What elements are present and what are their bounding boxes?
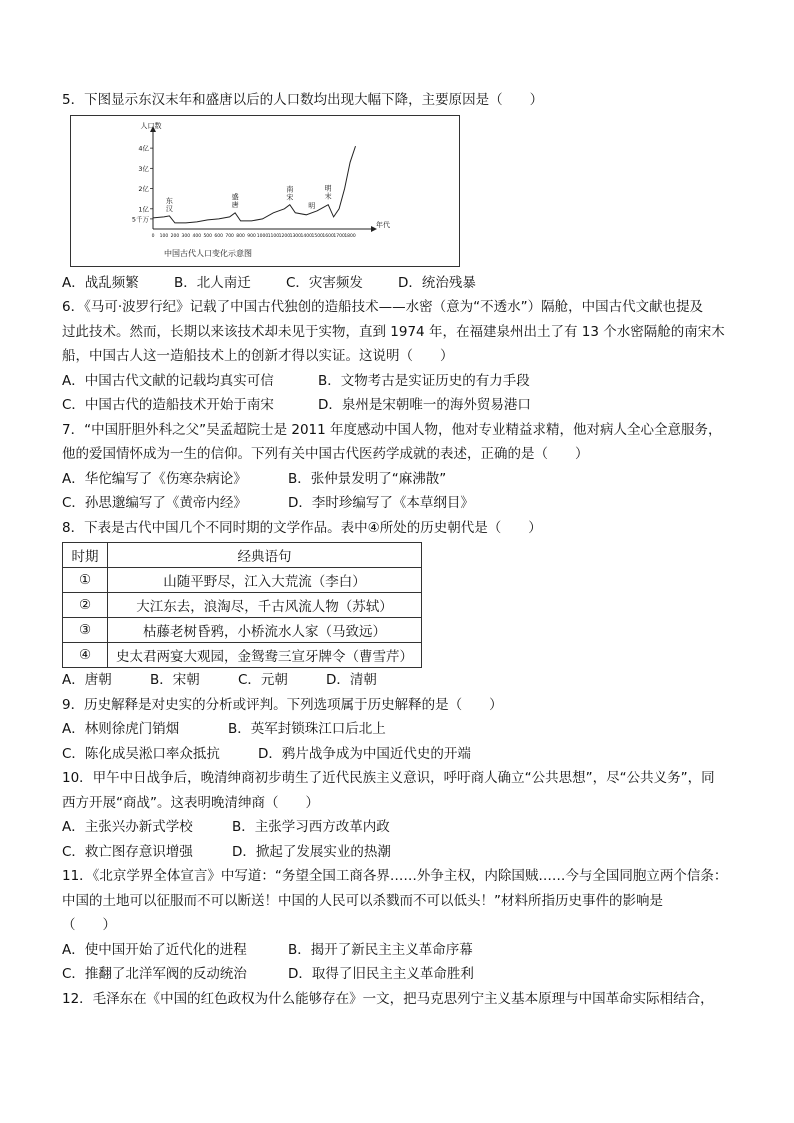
q6-option-b[interactable]: B．文物考古是实证历史的有力手段 — [318, 372, 530, 389]
q9-options-row-1 — [62, 717, 742, 742]
q7-option-b[interactable]: B．张仲景发明了“麻沸散” — [288, 470, 447, 487]
q8-options — [62, 668, 742, 693]
y-tick-label: 5千万 — [131, 214, 149, 223]
q9-option-c[interactable]: C．陈化成吴淞口率众抵抗 — [62, 745, 220, 762]
table-row — [63, 568, 422, 593]
table-header-quote: 经典语句 — [108, 543, 422, 568]
q11-line-2: 中国的土地可以征服而不可以断送！中国的人民可以杀戮而不可以低头！”材料所指历史事件的影响是 — [62, 892, 663, 909]
q11-option-c[interactable]: C．推翻了北洋军阀的反动统治 — [62, 966, 247, 982]
x-axis-label: 年代 — [376, 220, 390, 229]
q10-option-d[interactable]: D．掀起了发展实业的热潮 — [232, 843, 391, 860]
x-tick-label: 500 — [203, 233, 213, 239]
q5-option-b[interactable]: B．北人南迁 — [174, 274, 251, 291]
table-cell-quote: 山随平野尽，江入大荒流（李白） — [108, 568, 422, 593]
y-tick-label: 1亿 — [138, 204, 149, 213]
x-tick-label: 400 — [192, 233, 202, 239]
q6-options-row-1 — [62, 369, 742, 394]
table-row — [63, 618, 422, 643]
q11-line-1: 11．《北京学界全体宣言》中写道：“务望全国工商各界……外争主权，内除国贼……今与全国同胞立两个信条： — [62, 868, 728, 884]
x-tick-label: 100 — [159, 233, 169, 239]
y-tick-label: 4亿 — [138, 144, 149, 153]
x-tick-label: 600 — [214, 233, 223, 239]
table-cell-period: ② — [63, 593, 108, 618]
q5-option-a[interactable]: A．战乱频繁 — [62, 274, 139, 291]
q10-options-row-1 — [62, 815, 742, 840]
q5-options — [62, 271, 742, 296]
q7-line-2: 他的爱国情怀成为一生的信仰。下列有关中国古代医药学成就的表述，正确的是（ ） — [62, 446, 589, 462]
q11-option-b[interactable]: B．揭开了新民主主义革命序幕 — [288, 941, 473, 958]
chart-annotation: 盛唐 — [231, 192, 239, 209]
table-cell-period: ③ — [63, 618, 108, 643]
x-tick-label: 1500 — [311, 233, 323, 239]
q7-option-d[interactable]: D．李时珍编写了《本草纲目》 — [288, 495, 474, 511]
x-tick-label: 900 — [247, 233, 256, 239]
table-header-period: 时期 — [63, 543, 108, 568]
x-tick-label: 0 — [151, 233, 155, 239]
q7-line-1: 7．“中国肝胆外科之父”吴孟超院士是 2011 年度感动中国人物，他对专业精益求精，他对病人全心全意服务， — [62, 421, 722, 438]
q9-options-row-2 — [62, 742, 742, 767]
population-chart — [70, 115, 460, 267]
q7-option-a[interactable]: A．华佗编写了《伤寒杂病论》 — [62, 470, 247, 487]
y-axis-label: 人口数 — [140, 121, 162, 130]
chart-annotation: 明末 — [324, 184, 332, 201]
q11-option-d[interactable]: D．取得了旧民主主义革命胜利 — [288, 966, 474, 982]
q12-line-1: 12．毛泽东在《中国的红色政权为什么能够存在》一文，把马克思列宁主义基本原理与中国革命实际相结合， — [62, 990, 714, 1007]
q10-options-row-2 — [62, 840, 742, 865]
q11-options-row-1 — [62, 938, 742, 963]
x-tick-label: 1800 — [344, 233, 356, 239]
q6-option-d[interactable]: D．泉州是宋朝唯一的海外贸易港口 — [318, 397, 531, 413]
q9-stem: 9．历史解释是对史实的分析或评判。下列选项属于历史解释的是（ ） — [62, 696, 503, 713]
q6-line-1: 6．《马可·波罗行纪》记载了中国古代独创的造船技术——水密（意为“不透水”）隔舱，中国古代文献也提及 — [62, 299, 704, 315]
q11-line-3: （ ） — [62, 917, 116, 933]
q6-line-2: 过此技术。然而，长期以来该技术却未见于实物，直到 1974 年，在福建泉州出土了有 13 个水密隔舱的南宋木 — [62, 323, 725, 340]
q10-line-1: 10．甲午中日战争后，晚清绅商初步萌生了近代民族主义意识，呼吁商人确立“公共思想”，尽“公共义务”，同 — [62, 770, 715, 786]
literature-table — [62, 542, 422, 668]
q10-option-c[interactable]: C．救亡图存意识增强 — [62, 843, 193, 860]
q9-option-a[interactable]: A．林则徐虎门销烟 — [62, 721, 180, 737]
q6-option-c[interactable]: C．中国古代的造船技术开始于南宋 — [62, 397, 274, 413]
x-tick-label: 800 — [236, 233, 245, 239]
x-tick-label: 1600 — [322, 233, 334, 239]
table-cell-quote: 大江东去，浪淘尽，千古风流人物（苏轼） — [108, 593, 422, 618]
table-row — [63, 593, 422, 618]
q8-stem: 8．下表是古代中国几个不同时期的文学作品。表中④所处的历史朝代是（ ） — [62, 519, 542, 536]
q10-option-a[interactable]: A．主张兴办新式学校 — [62, 819, 193, 835]
table-row — [63, 643, 422, 668]
q7-options-row-2 — [62, 491, 742, 516]
y-tick-label: 3亿 — [138, 164, 149, 173]
x-tick-label: 1200 — [278, 233, 291, 239]
chart-annotation: 东汉 — [165, 196, 173, 213]
q5-option-c[interactable]: C．灾害频发 — [286, 274, 363, 291]
q6-option-a[interactable]: A．中国古代文献的记载均真实可信 — [62, 372, 274, 389]
x-tick-label: 200 — [170, 233, 180, 239]
table-header-row — [63, 543, 422, 568]
q7-option-c[interactable]: C．孙思邈编写了《黄帝内经》 — [62, 495, 247, 511]
table-cell-period: ④ — [63, 643, 108, 668]
q8-option-b[interactable]: B．宋朝 — [150, 672, 200, 688]
y-tick-label: 2亿 — [138, 184, 149, 193]
table-cell-quote: 枯藤老树昏鸦，小桥流水人家（马致远） — [108, 618, 422, 643]
q6-options-row-2 — [62, 393, 742, 418]
q9-option-b[interactable]: B．英军封锁珠江口后北上 — [228, 721, 386, 737]
q8-option-d[interactable]: D．清朝 — [326, 672, 377, 688]
q5-stem: 5．下图显示东汉末年和盛唐以后的人口数均出现大幅下降，主要原因是（ ） — [62, 92, 544, 108]
table-cell-period: ① — [63, 568, 108, 593]
x-tick-label: 1400 — [300, 233, 312, 239]
q6-line-3: 船，中国古人这一造船技术上的创新才得以实证。这说明（ ） — [62, 348, 454, 364]
q9-option-d[interactable]: D．鸦片战争成为中国近代史的开端 — [258, 745, 471, 762]
x-tick-label: 300 — [181, 233, 191, 239]
chart-annotation: 明 — [308, 201, 316, 210]
q11-option-a[interactable]: A．使中国开始了近代化的进程 — [62, 941, 247, 958]
population-chart-svg — [71, 116, 459, 266]
q10-line-2: 西方开展“商战”。这表明晚清绅商（ ） — [62, 794, 319, 811]
x-tick-label: 700 — [225, 233, 234, 239]
x-tick-label: 1000 — [256, 233, 269, 239]
x-tick-label: 1300 — [289, 233, 302, 239]
q5-option-d[interactable]: D．统治残暴 — [398, 274, 476, 291]
table-cell-quote: 史太君两宴大观园，金鸳鸯三宣牙牌令（曹雪芹） — [108, 643, 422, 668]
chart-annotation: 南宋 — [286, 185, 294, 202]
q10-option-b[interactable]: B．主张学习西方改革内政 — [232, 819, 390, 835]
x-tick-label: 1700 — [333, 233, 345, 239]
q8-option-a[interactable]: A．唐朝 — [62, 672, 112, 688]
exam-page — [62, 88, 742, 1011]
x-tick-label: 1100 — [267, 233, 280, 239]
chart-title: 中国古代人口变化示意图 — [164, 248, 252, 258]
q8-option-c[interactable]: C．元朝 — [238, 672, 288, 688]
q7-options-row-1 — [62, 467, 742, 492]
q11-options-row-2 — [62, 962, 742, 987]
